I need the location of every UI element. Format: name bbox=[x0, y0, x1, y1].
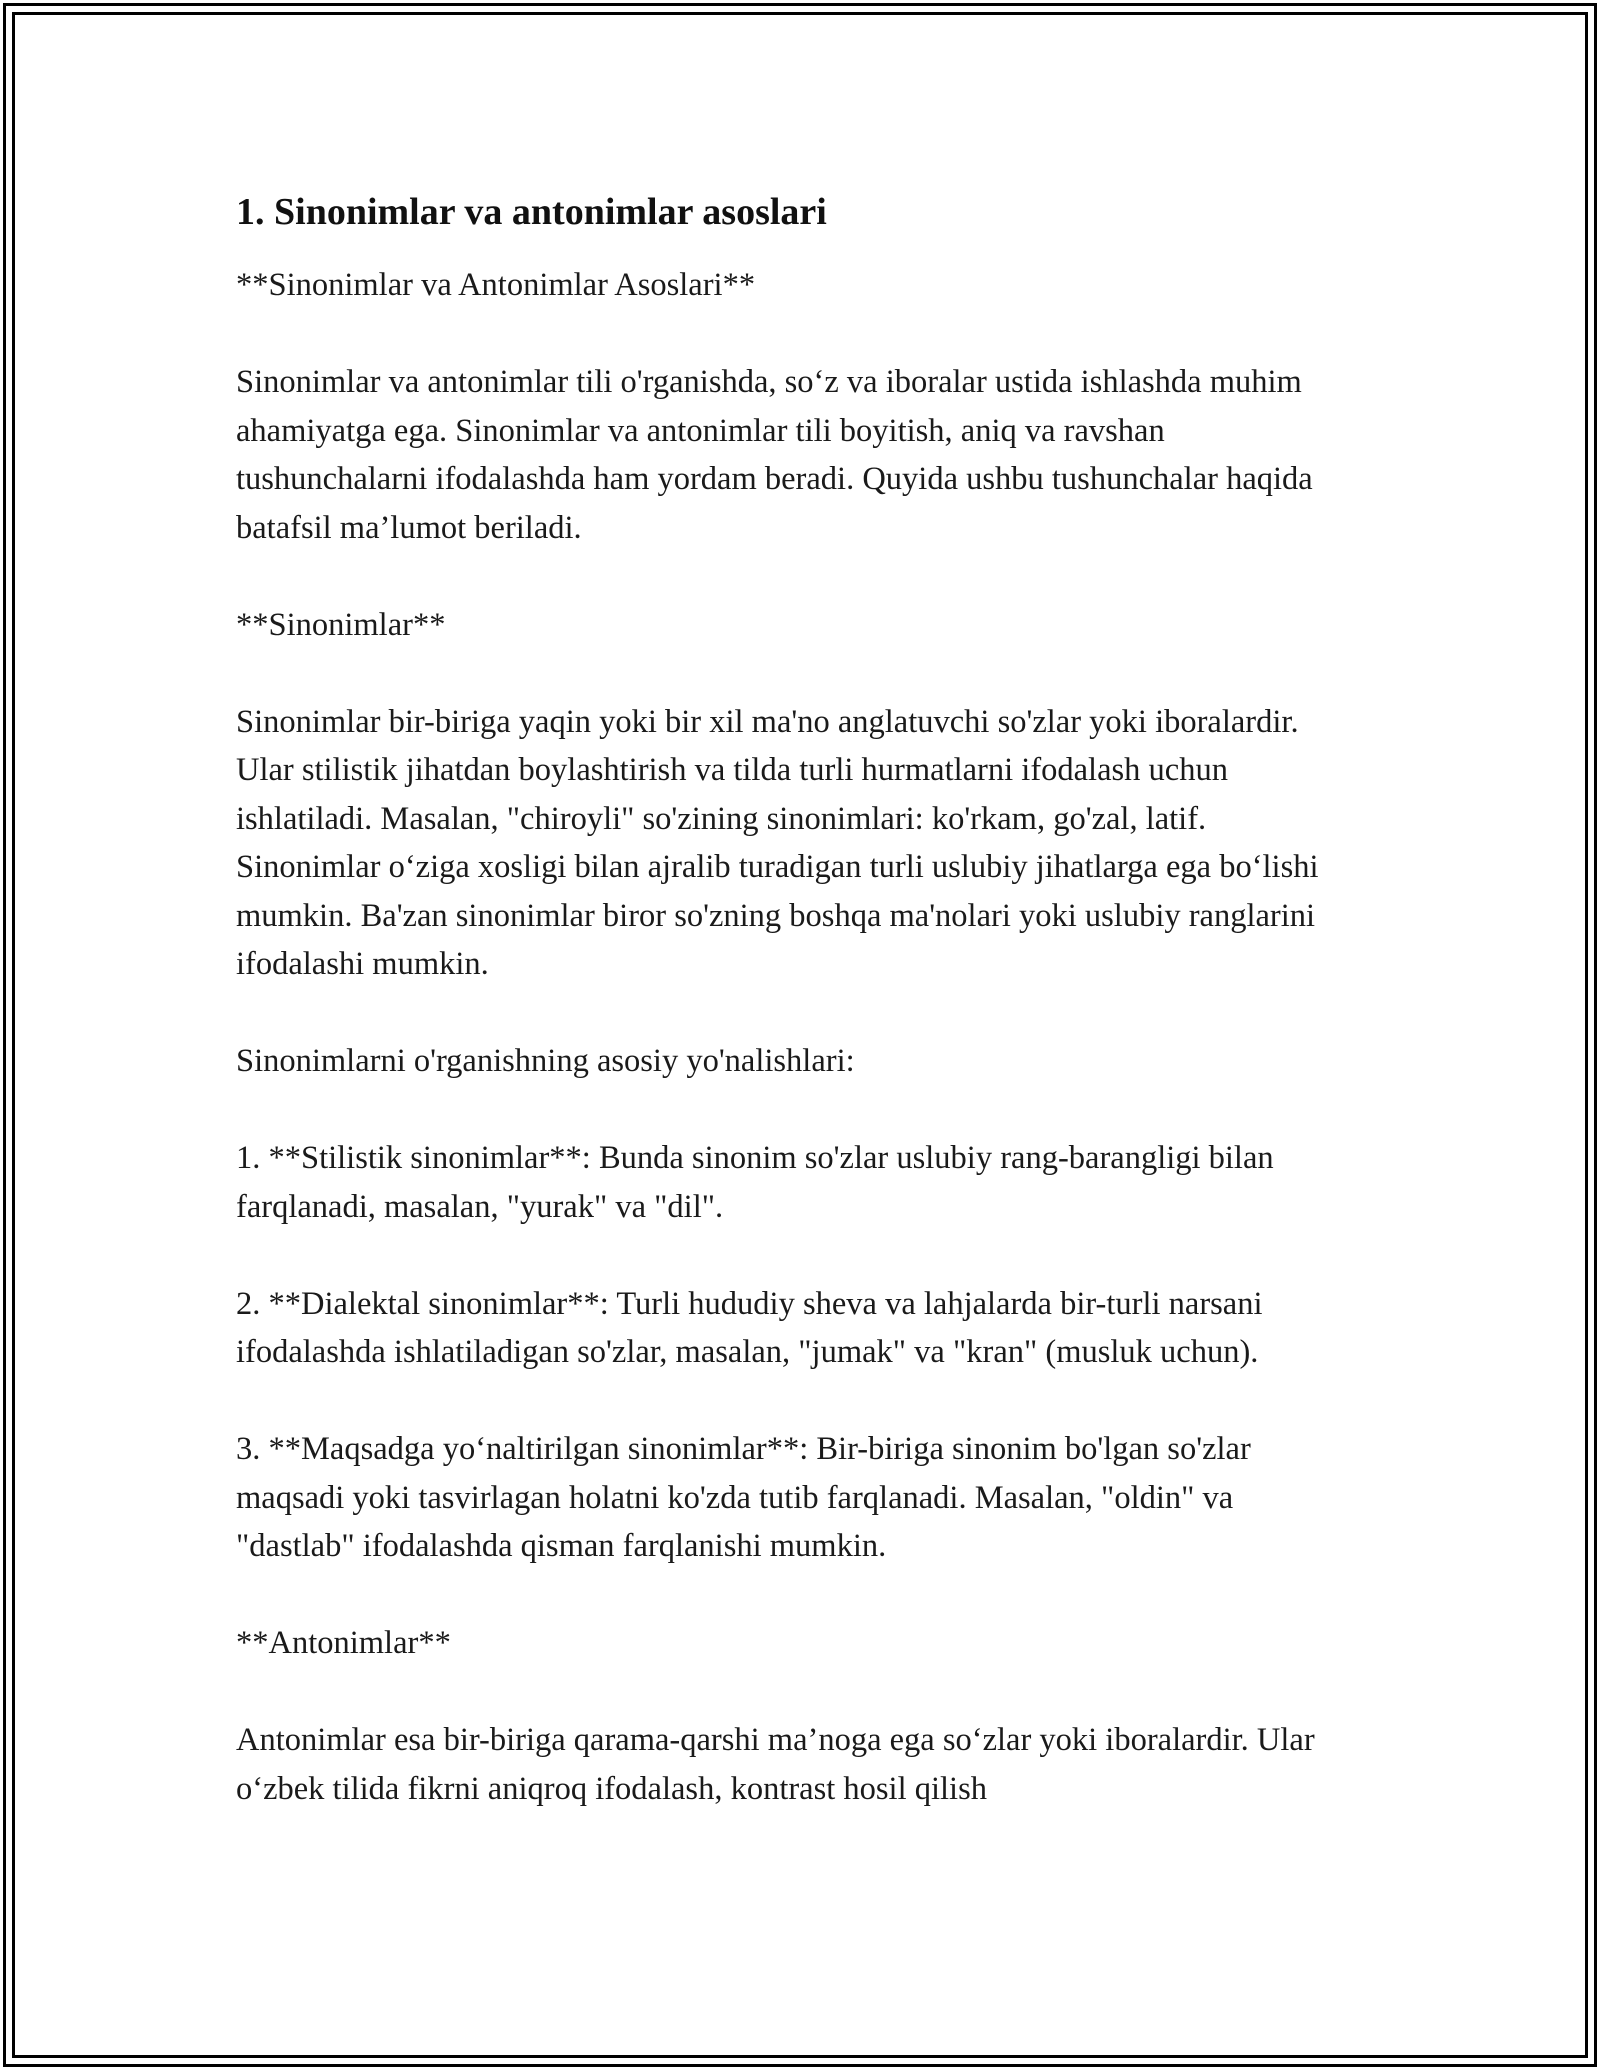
antonyms-paragraph: Antonimlar esa bir-biriga qarama-qarshi ma’noga ega so‘zlar yoki iboralardir. Ular o‘zbek tilida fikrni aniqroq ifodalash, kontrast hosil qilish bbox=[236, 1722, 1315, 1807]
directions-lead: Sinonimlarni o'rganishning asosiy yo'nalishlari: bbox=[236, 1043, 855, 1079]
subheading-synonyms: **Sinonimlar** bbox=[236, 606, 446, 643]
subheading-main: **Sinonimlar va Antonimlar Asoslari** bbox=[236, 267, 756, 303]
synonyms-paragraph: Sinonimlar bir-biriga yaqin yoki bir xil ma'no anglatuvchi so'zlar yoki iboralardir. Ular stilistik jihatdan boylashtirish va tilda turli hurmatlarni ifodalash uchun ishlatiladi. Masalan, "chiroyli" so'zining sinonimlari: ko'rkam, go'zal, latif. Sinonimlar o‘ziga xosligi bilan ajralib turadigan turli uslubiy jihatlarga ega bo‘lishi mumkin. Ba'zan sinonimlar biror so'zning boshqa ma'nolari yoki uslubiy ranglarini ifodalashi mumkin. bbox=[236, 703, 1319, 982]
subheading-antonyms: **Antonimlar** bbox=[236, 1625, 451, 1661]
section-heading: 1. Sinonimlar va antonimlar asoslari bbox=[236, 191, 827, 233]
intro-paragraph: Sinonimlar va antonimlar tili o'rganishda, so‘z va iboralar ustida ishlashda muhim ahamiyatga ega. Sinonimlar va antonimlar tili boyitish, aniq va ravshan tushunchalarni ifodalashda ham yordam beradi. Quyida ushbu tushunchalar haqida batafsil ma’lumot beriladi. bbox=[236, 364, 1313, 546]
list-item-stylistic: 1. **Stilistik sinonimlar**: Bunda sinonim so'zlar uslubiy rang-barangligi bilan farqlanadi, masalan, "yurak" va "dil". bbox=[236, 1140, 1274, 1225]
list-item-purposeful: 3. **Maqsadga yo‘naltirilgan sinonimlar**: Bir-biriga sinonim bo'lgan so'zlar maqsadi yoki tasvirlagan holatni ko'zda tutib farqlanadi. Masalan, "oldin" va "dastlab" ifodalashda qisman farqlanishi mumkin. bbox=[236, 1431, 1251, 1564]
document-body bbox=[236, 186, 1346, 1862]
list-item-dialectal: 2. **Dialektal sinonimlar**: Turli hududiy sheva va lahjalarda bir-turli narsani ifodalashda ishlatiladigan so'zlar, masalan, "jumak" va "kran" (musluk uchun). bbox=[236, 1285, 1263, 1370]
